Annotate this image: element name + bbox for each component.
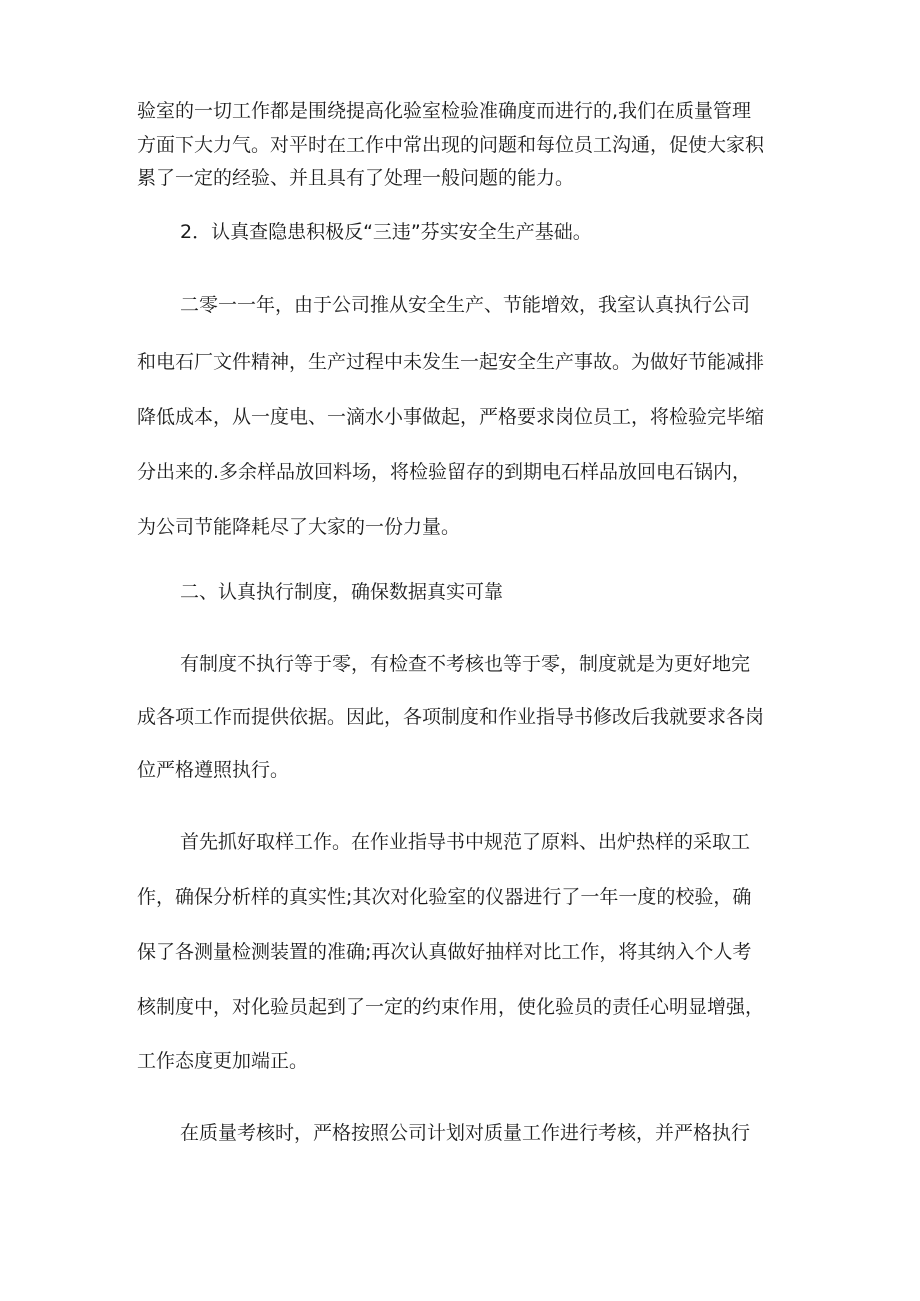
paragraph-line (0, 510, 920, 544)
paragraph-line (0, 94, 920, 128)
paragraph-text: 位严格遵照执行。 (137, 759, 290, 781)
paragraph-text: 核制度中，对化验员起到了一定的约束作用，使化验员的责任心明显增强， (137, 996, 765, 1018)
paragraph-text: 累了一定的经验、并且具有了处理一般问题的能力。 (137, 167, 575, 189)
paragraph-line (0, 1116, 920, 1150)
paragraph-line (0, 345, 920, 379)
paragraph-text: 在质量考核时，严格按照公司计划对质量工作进行考核，并严格执行 (180, 1122, 751, 1144)
paragraph-line (0, 647, 920, 681)
paragraph-text: 分出来的.多余样品放回料场，将检验留存的到期电石样品放回电石锅内， (137, 461, 752, 483)
paragraph-text: 保了各测量检测装置的准确;再次认真做好抽样对比工作，将其纳入个人考 (137, 941, 752, 963)
heading-text: 二、认真执行制度，确保数据真实可靠 (180, 581, 504, 603)
paragraph-text: 方面下大力气。对平时在工作中常出现的问题和每位员工沟通，促使大家积 (137, 134, 765, 156)
heading-text: 2．认真查隐患积极反“三违”芬实安全生产基础。 (180, 221, 592, 243)
paragraph-line (0, 935, 920, 969)
paragraph-line (0, 161, 920, 195)
paragraph-text: 验室的一切工作都是围绕提高化验室检验准确度而进行的,我们在质量管理 (137, 100, 752, 122)
paragraph-text: 降低成本，从一度电、一滴水小事做起，严格要求岗位员工，将检验完毕缩 (137, 406, 765, 428)
paragraph-text: 工作态度更加端正。 (137, 1050, 309, 1072)
paragraph-line (0, 753, 920, 787)
paragraph-text: 作，确保分析样的真实性;其次对化验室的仪器进行了一年一度的校验，确 (137, 886, 752, 908)
paragraph-line (0, 455, 920, 489)
paragraph-text: 二零一一年，由于公司推从安全生产、节能增效，我室认真执行公司 (180, 294, 751, 316)
paragraph-text: 有制度不执行等于零，有检查不考核也等于零，制度就是为更好地完 (180, 653, 751, 675)
paragraph-text: 首先抓好取样工作。在作业指导书中规范了原料、出炉热样的采取工 (180, 831, 751, 853)
paragraph-line (0, 1044, 920, 1078)
paragraph-line (0, 990, 920, 1024)
paragraph-line (0, 700, 920, 734)
paragraph-text: 成各项工作而提供依据。因此，各项制度和作业指导书修改后我就要求各岗 (137, 706, 765, 728)
numbered-heading (0, 215, 920, 249)
section-heading (0, 575, 920, 609)
paragraph-line (0, 288, 920, 322)
paragraph-line (0, 128, 920, 162)
paragraph-text: 为公司节能降耗尽了大家的一份力量。 (137, 516, 461, 538)
paragraph-text: 和电石厂文件精神，生产过程中未发生一起安全生产事故。为做好节能减排 (137, 351, 765, 373)
paragraph-line (0, 880, 920, 914)
paragraph-line (0, 825, 920, 859)
paragraph-line (0, 400, 920, 434)
